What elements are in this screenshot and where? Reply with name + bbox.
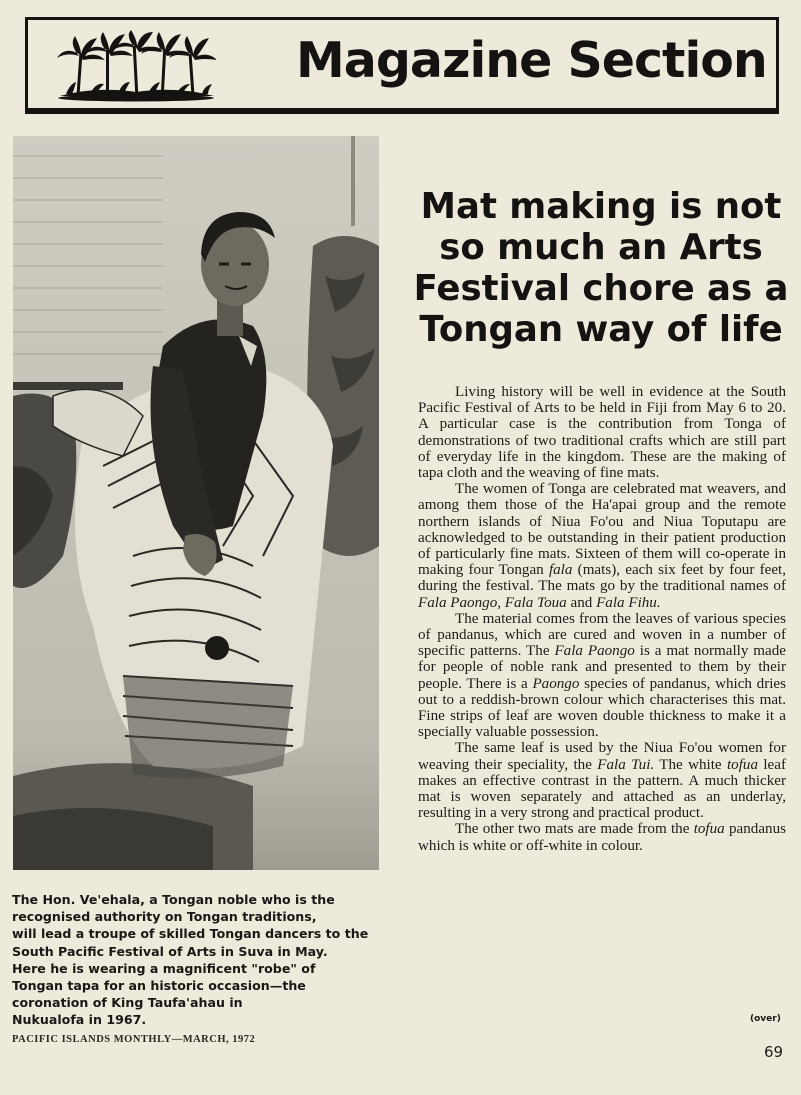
article-paragraph (418, 481, 786, 611)
article-paragraph (418, 740, 786, 821)
paragraph-text: and (566, 594, 597, 611)
caption-line: will lead a troupe of skilled Tongan dancers to the (12, 926, 369, 942)
italic-term: Fala Paongo, Fala Toua (418, 594, 567, 611)
article-paragraph (418, 821, 786, 853)
paragraph-text: pandanus which is white or off-white in colour. (418, 821, 786, 854)
paragraph-text: The white (654, 756, 727, 773)
paragraph-text: (mats), each six feet by four feet, during the festival. The mats go by the traditional names of (418, 562, 786, 595)
italic-term: tofua (693, 821, 725, 838)
paragraph-text: leaf makes an effective contrast in the pattern. A much thicker mat is woven separately and attached as an underlay, resulting in a very strong and practical product. (418, 756, 786, 822)
caption-line: coronation of King Taufa'ahau in (12, 995, 243, 1011)
man-wearing-tapa-robe-photo (13, 136, 379, 870)
article-body (418, 384, 786, 854)
paragraph-text: is a mat normally made for people of noble rank and presented to them by their people. There is a (418, 643, 786, 692)
page-number: 69 (764, 1043, 784, 1061)
headline-line: Tongan way of life (419, 309, 783, 350)
italic-term: fala (548, 562, 573, 579)
headline-line: so much an Arts (439, 227, 763, 268)
continued-label: (over) (750, 1014, 781, 1024)
caption-line: Tongan tapa for an historic occasion—the (12, 978, 306, 994)
italic-term: tofua (726, 756, 759, 773)
caption-line: Here he is wearing a magnificent "robe" of (12, 960, 316, 976)
photo-caption (12, 891, 374, 1029)
article-headline (405, 186, 797, 350)
palm-trees-icon (56, 28, 216, 102)
article-paragraph (418, 611, 786, 741)
caption-line: recognised authority on Tongan traditions, (12, 909, 317, 925)
caption-line: Nukualofa in 1967. (12, 1012, 147, 1028)
paragraph-text: species of pandanus, which dries out to a reddish-brown colour which characterises this mat. Fine strips of leaf are woven double thickness to make it a specially valuable possession. (418, 675, 786, 741)
italic-term: Fala Paongo (554, 643, 635, 660)
caption-line: The Hon. Ve'ehala, a Tongan noble who is the (12, 892, 335, 907)
paragraph-text: Living history will be well in evidence at the South Pacific Festival of Arts to be held in Fiji from May 6 to 20. A particular case is the contribution from Tonga of demonstrations of two traditional crafts which are still part of everyday life in the kingdom. These are the making of tapa cloth and the weaving of fine mats. (418, 384, 786, 482)
section-header (25, 17, 779, 111)
italic-term: Fala Fihu. (596, 594, 661, 611)
section-title: Magazine Section (296, 32, 767, 89)
photo-illustration (13, 136, 379, 870)
publication-line: PACIFIC ISLANDS MONTHLY—MARCH, 1972 (12, 1034, 256, 1045)
headline-line: Mat making is not (420, 186, 782, 227)
article-paragraph (418, 384, 786, 481)
paragraph-text: The women of Tonga are celebrated mat weavers, and among them those of the Ha'apai group and the remote northern islands of Niua Fo'ou and Niua Toputapu are acknowledged to be outstanding in their patient production of particularly fine mats. Sixteen of them will co-operate in making four Tongan (418, 481, 786, 579)
paragraph-text: The other two mats are made from the (455, 821, 694, 838)
caption-line: South Pacific Festival of Arts in Suva in May. (12, 943, 328, 959)
italic-term: Fala Tui. (597, 756, 655, 773)
paragraph-text: The same leaf is used by the Niua Fo'ou women for weaving their speciality, the (418, 740, 786, 773)
italic-term: Paongo (532, 675, 580, 692)
paragraph-text: The material comes from the leaves of various species of pandanus, which are cured and woven in a number of specific patterns. The (418, 610, 786, 660)
headline-line: Festival chore as a (413, 268, 789, 309)
